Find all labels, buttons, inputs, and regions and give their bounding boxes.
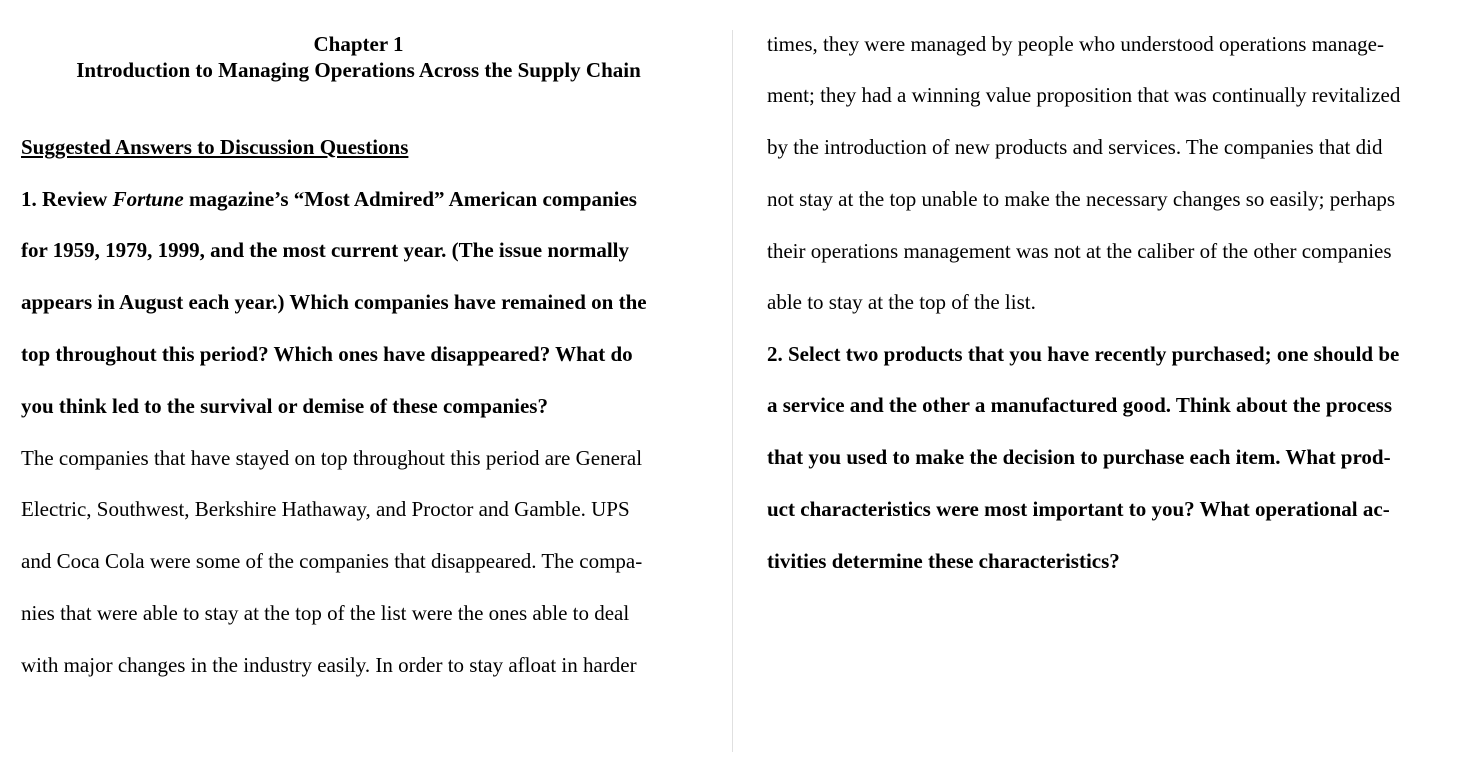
chapter-heading [21,31,696,83]
answer-1-line: nies that were able to stay at the top of the list were the ones able to deal [21,601,630,625]
answer-1-line: ment; they had a winning value proposition that was continually revitalized [767,83,1401,107]
question-2-line: uct characteristics were most important to you? What operational ac- [767,497,1390,521]
question-2-line: 2. Select two products that you have recently purchased; one should be [767,342,1400,366]
question-1-prefix: 1. Review [21,187,113,211]
answer-1-line: able to stay at the top of the list. [767,290,1036,314]
question-1-line-4: top throughout this period? Which ones have disappeared? What do [21,342,633,366]
question-1-suffix: magazine’s “Most Admired” American companies [183,187,637,211]
chapter-title: Introduction to Managing Operations Across the Supply Chain [76,58,641,82]
question-2-line: that you used to make the decision to purchase each item. What prod- [767,445,1391,469]
question-1-line-5: you think led to the survival or demise of these companies? [21,394,548,418]
answer-1-line: their operations management was not at the caliber of the other companies [767,239,1392,263]
section-heading: Suggested Answers to Discussion Questions [21,135,409,159]
answer-1-line: The companies that have stayed on top throughout this period are General [21,446,643,470]
answer-1-line: with major changes in the industry easily. In order to stay afloat in harder [21,653,637,677]
answer-1-line: by the introduction of new products and services. The companies that did [767,135,1383,159]
question-1-magazine-name: Fortune [112,187,184,211]
question-2-line: tivities determine these characteristics? [767,549,1120,573]
question-2-line: a service and the other a manufactured good. Think about the process [767,393,1392,417]
answer-1-line: times, they were managed by people who understood operations manage- [767,32,1384,56]
answer-1-line: and Coca Cola were some of the companies that disappeared. The compa- [21,549,643,573]
chapter-number: Chapter 1 [313,32,404,56]
answer-1-line: not stay at the top unable to make the necessary changes so easily; perhaps [767,187,1396,211]
question-1-line-1 [21,186,637,212]
answer-1-line: Electric, Southwest, Berkshire Hathaway, and Proctor and Gamble. UPS [21,497,630,521]
page-divider [732,30,733,752]
question-1-line-3: appears in August each year.) Which companies have remained on the [21,290,647,314]
question-1-line-2: for 1959, 1979, 1999, and the most current year. (The issue normally [21,238,630,262]
